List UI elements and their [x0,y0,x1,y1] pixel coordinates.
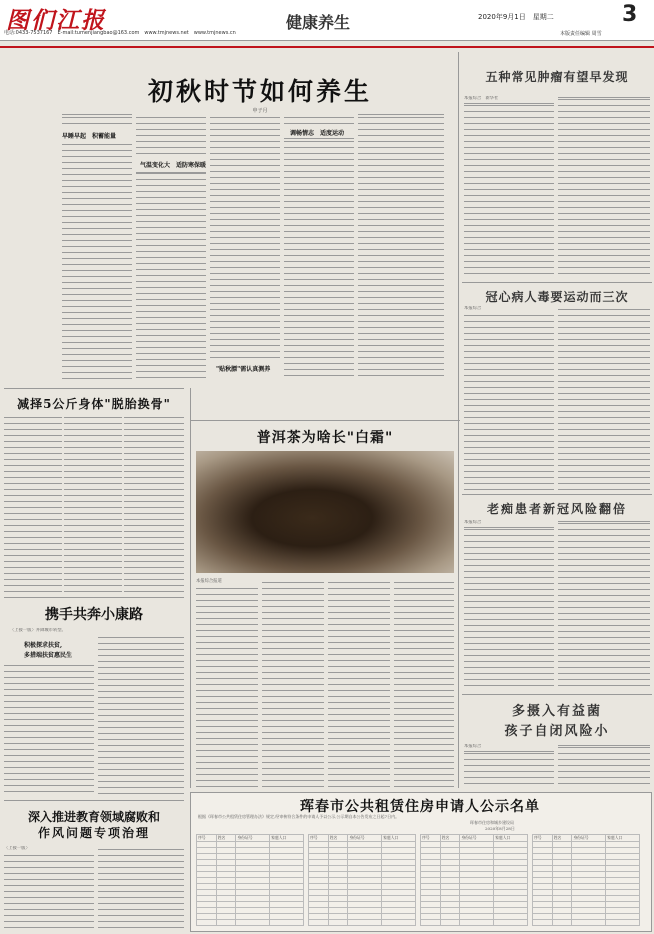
table-row [421,920,528,926]
main-col-4 [284,114,354,126]
right-headline-4b: 孩子自闭风险小 [504,724,610,739]
col-header: 家庭人口 [494,835,528,842]
main-col-1 [62,114,132,129]
col-header: 序号 [421,835,441,842]
col-header: 序号 [533,835,553,842]
left-lead-3: 〈上接一版〉 [4,846,30,851]
notice-table-2 [308,834,416,926]
right-col-3a [464,526,554,690]
col-header: 家庭人口 [382,835,416,842]
right-rule-3 [462,494,652,495]
left-col-1c [124,414,184,592]
issue-date: 2020年9月1日 星期二 [478,13,554,21]
table-header-row [421,835,528,842]
col-header: 姓名 [328,835,348,842]
col-header: 身份证号 [572,835,606,842]
right-col-3b [558,520,650,690]
col-header: 家庭人口 [606,835,640,842]
right-headline-4a: 多摄入有益菌 [511,704,602,719]
table-cell [270,920,304,926]
table-cell [216,920,236,926]
col-header: 身份证号 [348,835,382,842]
main-col-2 [136,114,206,154]
right-col-4a [464,750,554,788]
right-col-1a [464,102,554,278]
col-header: 姓名 [216,835,236,842]
col-header: 姓名 [552,835,572,842]
table-row [309,920,416,926]
main-col-3 [210,114,280,359]
table-cell [460,920,494,926]
main-closing: "贴秋膘"需认真测养 [216,366,271,373]
table-cell [552,920,572,926]
feature-left-rule [190,388,191,788]
left-headline-1: 减择5公斤身体"脱胎换骨" [17,397,171,411]
table-cell [328,920,348,926]
table-body [197,842,304,926]
right-lead-3: 本报综合 [464,520,482,525]
table-row [533,920,640,926]
table-body [533,842,640,926]
left-headline-3a: 深入推进教育领域腐败和 [27,810,160,824]
left-col-1b [64,414,122,592]
right-rule-2 [462,282,652,283]
table-row [197,920,304,926]
main-col-1b [62,141,132,381]
table-header-row [197,835,304,842]
table-cell [440,920,460,926]
table-body [309,842,416,926]
right-lead-1: 本报综合 新华社 [464,96,499,101]
notice-table-1 [196,834,304,926]
contact-strip: 电话:0433-7537167 E-mail:tumenjiangbao@163.com www.tmjnews.net www.tmjnews.cn [4,30,236,36]
table-cell [421,920,441,926]
right-col-2b [558,306,650,490]
notice-issuer: 珲春市住房和城乡建设局 [470,820,514,825]
notice-table-3 [420,834,528,926]
main-sub-2: 气温变化大 适防寒保暖 [140,162,207,169]
right-col-2a [464,312,554,490]
table-cell [236,920,270,926]
table-cell [572,920,606,926]
right-col-1b [558,96,650,278]
main-col-5 [358,114,444,381]
right-rule [458,52,459,788]
right-col-4b [558,744,650,788]
left-rule-2 [4,597,184,598]
col-header: 序号 [309,835,329,842]
right-rule-4 [462,694,652,695]
table-cell [382,920,416,926]
main-byline: 申子月 [252,108,268,114]
feature-col-4 [394,579,454,789]
section-title: 健康养生 [286,13,351,32]
masthead-rule [0,40,654,48]
main-headline: 初秋时节如何养生 [147,77,372,106]
main-col-2b [136,170,206,381]
col-header: 姓名 [440,835,460,842]
left-headline-2: 携手共奔小康路 [45,607,143,623]
left-col-1a [4,414,62,592]
left-headline-3b: 作风问题专项治理 [37,826,150,840]
left-col-2a [4,662,94,794]
right-headline-2: 冠心病人毒要运动而三次 [485,290,629,304]
feature-headline: 普洱茶为啥长"白霜" [256,430,394,446]
feature-col-1 [196,585,258,789]
col-header: 身份证号 [460,835,494,842]
masthead [0,0,654,41]
left-rule-1 [4,388,184,389]
table-cell [348,920,382,926]
col-header: 序号 [197,835,217,842]
table-header-row [533,835,640,842]
table-body [421,842,528,926]
table-cell [606,920,640,926]
main-sub-1: 早睡早起 积蓄能量 [62,133,117,140]
right-lead-2: 本报综合 [464,306,482,311]
table-cell [533,920,553,926]
table-cell [494,920,528,926]
feature-caption: 本报综合报道 [196,579,222,584]
notice-intro: 根据《珲春市公共租赁住房管理办法》规定,经审核符合条件的申请人予以公示,公示期自本公告发布之日起7日内。 [198,814,400,819]
right-headline-3: 老痴患者新冠风险翻倍 [486,502,627,516]
feature-col-2 [262,579,324,789]
notice-table-4 [532,834,640,926]
notice-tables [196,834,646,926]
left-quote-1: 积极探求扶贫, [24,642,63,649]
left-rule-3 [4,800,184,801]
left-col-2b [98,634,184,794]
left-quote-2: 多措端扶贫惠民生 [24,652,73,659]
main-sub-3: 调畅情志 适度运动 [290,130,345,137]
col-header: 家庭人口 [270,835,304,842]
left-col-3b [98,846,184,930]
notice-date: 2020年8月28日 [485,826,515,831]
main-col-4b [284,138,354,381]
right-headline-1: 五种常见肿瘤有望早发现 [485,70,629,84]
newspaper-logo: 图们江报 [6,7,106,34]
feature-col-3 [328,579,390,789]
col-header: 身份证号 [236,835,270,842]
feature-top-rule [190,420,460,421]
editor-credit: 本版责任编辑 周雪 [560,31,602,37]
notice-title: 珲春市公共租赁住房申请人公示名单 [300,799,540,815]
table-cell [197,920,217,926]
page-number: 3 [622,2,638,27]
right-lead-4: 本报综合 [464,744,482,749]
left-lead-2: 〈上接一版〉并降城市转型。 [10,628,66,633]
left-col-3a [4,852,94,930]
puer-tea-photo [196,451,454,573]
table-header-row [309,835,416,842]
table-cell [309,920,329,926]
